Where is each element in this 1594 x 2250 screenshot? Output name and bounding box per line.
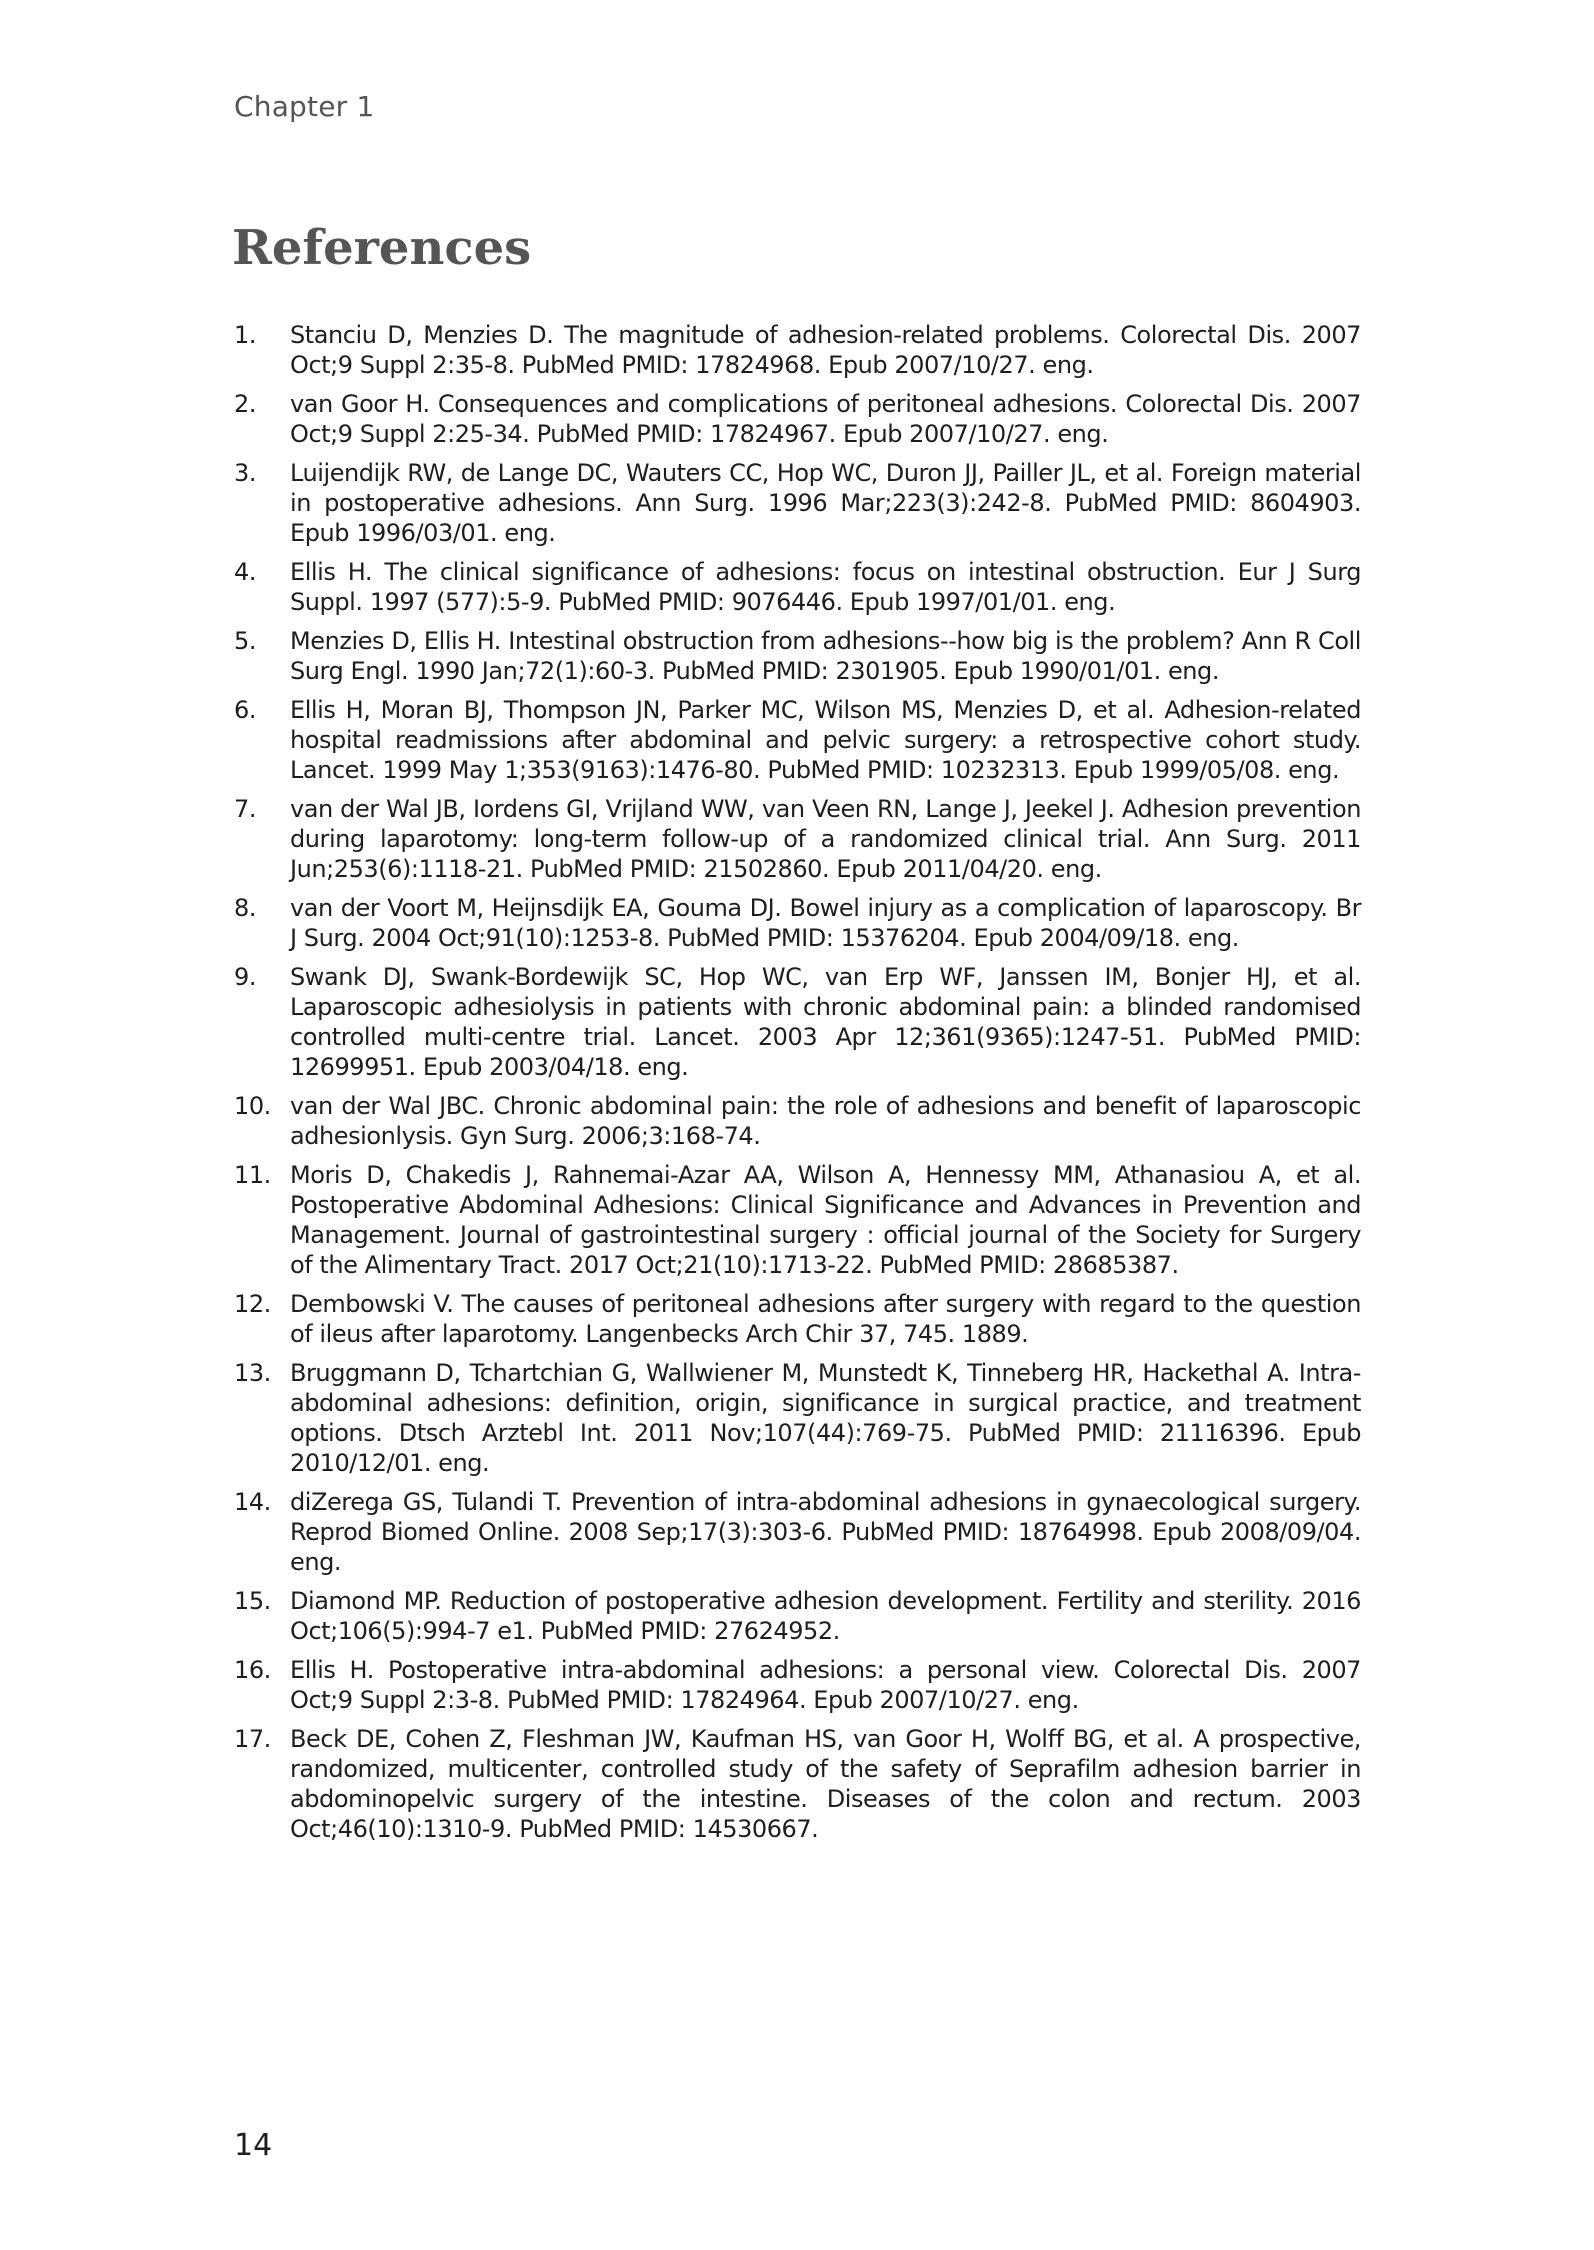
reference-number: 15. xyxy=(234,1587,271,1615)
reference-text: Moris D, Chakedis J, Rahnemai-Azar AA, Wilson A, Hennessy MM, Athanasiou A, et al. Postoperative Abdominal Adhesions: Clinical Significance and Advances in Prevention and Management. Journal of gastrointestinal surgery : official journal of the Society for Surgery of the Alimentary Tract. 2017 Oct;21(10):1713-22. PubMed PMID: 28685387. xyxy=(290,1161,1361,1279)
page-number: 14 xyxy=(234,2128,273,2163)
reference-item xyxy=(234,389,1361,449)
reference-text: van der Wal JBC. Chronic abdominal pain: the role of adhesions and benefit of laparoscopic adhesionlysis. Gyn Surg. 2006;3:168-74. xyxy=(290,1092,1361,1150)
reference-text: van Goor H. Consequences and complications of peritoneal adhesions. Colorectal Dis. 2007 Oct;9 Suppl 2:25-34. PubMed PMID: 17824967. Epub 2007/10/27. eng. xyxy=(290,390,1361,448)
section-title: References xyxy=(232,220,532,276)
reference-number: 6. xyxy=(234,696,256,724)
reference-number: 11. xyxy=(234,1161,271,1189)
reference-text: Ellis H, Moran BJ, Thompson JN, Parker MC, Wilson MS, Menzies D, et al. Adhesion-related hospital readmissions after abdominal and pelvic surgery: a retrospective cohort study. Lancet. 1999 May 1;353(9163):1476-80. PubMed PMID: 10232313. Epub 1999/05/08. eng. xyxy=(290,696,1361,784)
reference-number: 8. xyxy=(234,894,256,922)
reference-text: Dembowski V. The causes of peritoneal adhesions after surgery with regard to the question of ileus after laparotomy. Langenbecks Arch Chir 37, 745. 1889. xyxy=(290,1290,1361,1348)
reference-item xyxy=(234,893,1361,953)
reference-number: 17. xyxy=(234,1725,271,1753)
reference-number: 16. xyxy=(234,1656,271,1684)
reference-item xyxy=(234,1160,1361,1280)
reference-item xyxy=(234,1487,1361,1577)
reference-item xyxy=(234,320,1361,380)
reference-text: diZerega GS, Tulandi T. Prevention of intra-abdominal adhesions in gynaecological surgery. Reprod Biomed Online. 2008 Sep;17(3):303-6. PubMed PMID: 18764998. Epub 2008/09/04. eng. xyxy=(290,1488,1361,1576)
running-head: Chapter 1 xyxy=(234,90,375,123)
reference-item xyxy=(234,1586,1361,1646)
reference-number: 9. xyxy=(234,963,256,991)
reference-number: 13. xyxy=(234,1359,271,1387)
reference-number: 5. xyxy=(234,627,256,655)
reference-text: Ellis H. Postoperative intra-abdominal adhesions: a personal view. Colorectal Dis. 2007 Oct;9 Suppl 2:3-8. PubMed PMID: 17824964. Epub 2007/10/27. eng. xyxy=(290,1656,1361,1714)
reference-item xyxy=(234,626,1361,686)
reference-text: Bruggmann D, Tchartchian G, Wallwiener M, Munstedt K, Tinneberg HR, Hackethal A. Intra-abdominal adhesions: definition, origin, significance in surgical practice, and treatment options. Dtsch Arztebl Int. 2011 Nov;107(44):769-75. PubMed PMID: 21116396. Epub 2010/12/01. eng. xyxy=(290,1359,1361,1477)
reference-number: 12. xyxy=(234,1290,271,1318)
reference-number: 1. xyxy=(234,321,256,349)
reference-item xyxy=(234,1091,1361,1151)
reference-item xyxy=(234,557,1361,617)
reference-text: Menzies D, Ellis H. Intestinal obstruction from adhesions--how big is the problem? Ann R Coll Surg Engl. 1990 Jan;72(1):60-3. PubMed PMID: 2301905. Epub 1990/01/01. eng. xyxy=(290,627,1361,685)
reference-item xyxy=(234,794,1361,884)
reference-item xyxy=(234,1289,1361,1349)
reference-text: van der Voort M, Heijnsdijk EA, Gouma DJ. Bowel injury as a complication of laparoscopy. Br J Surg. 2004 Oct;91(10):1253-8. PubMed PMID: 15376204. Epub 2004/09/18. eng. xyxy=(290,894,1361,952)
reference-number: 3. xyxy=(234,459,256,487)
reference-text: van der Wal JB, Iordens GI, Vrijland WW, van Veen RN, Lange J, Jeekel J. Adhesion prevention during laparotomy: long-term follow-up of a randomized clinical trial. Ann Surg. 2011 Jun;253(6):1118-21. PubMed PMID: 21502860. Epub 2011/04/20. eng. xyxy=(290,795,1361,883)
reference-number: 10. xyxy=(234,1092,271,1120)
reference-list xyxy=(234,320,1361,1853)
reference-item xyxy=(234,1358,1361,1478)
reference-number: 4. xyxy=(234,558,256,586)
reference-item xyxy=(234,458,1361,548)
reference-item xyxy=(234,1724,1361,1844)
reference-text: Ellis H. The clinical significance of adhesions: focus on intestinal obstruction. Eur J Surg Suppl. 1997 (577):5-9. PubMed PMID: 9076446. Epub 1997/01/01. eng. xyxy=(290,558,1361,616)
reference-item xyxy=(234,695,1361,785)
reference-number: 14. xyxy=(234,1488,271,1516)
reference-text: Swank DJ, Swank-Bordewijk SC, Hop WC, van Erp WF, Janssen IM, Bonjer HJ, et al. Laparoscopic adhesiolysis in patients with chronic abdominal pain: a blinded randomised controlled multi-centre trial. Lancet. 2003 Apr 12;361(9365):1247-51. PubMed PMID: 12699951. Epub 2003/04/18. eng. xyxy=(290,963,1361,1081)
reference-item xyxy=(234,962,1361,1082)
reference-text: Diamond MP. Reduction of postoperative adhesion development. Fertility and sterility. 2016 Oct;106(5):994-7 e1. PubMed PMID: 27624952. xyxy=(290,1587,1361,1645)
reference-item xyxy=(234,1655,1361,1715)
reference-text: Stanciu D, Menzies D. The magnitude of adhesion-related problems. Colorectal Dis. 2007 Oct;9 Suppl 2:35-8. PubMed PMID: 17824968. Epub 2007/10/27. eng. xyxy=(290,321,1361,379)
reference-number: 2. xyxy=(234,390,256,418)
reference-text: Beck DE, Cohen Z, Fleshman JW, Kaufman HS, van Goor H, Wolff BG, et al. A prospective, randomized, multicenter, controlled study of the safety of Seprafilm adhesion barrier in abdominopelvic surgery of the intestine. Diseases of the colon and rectum. 2003 Oct;46(10):1310-9. PubMed PMID: 14530667. xyxy=(290,1725,1361,1843)
reference-number: 7. xyxy=(234,795,256,823)
reference-text: Luijendijk RW, de Lange DC, Wauters CC, Hop WC, Duron JJ, Pailler JL, et al. Foreign material in postoperative adhesions. Ann Surg. 1996 Mar;223(3):242-8. PubMed PMID: 8604903. Epub 1996/03/01. eng. xyxy=(290,459,1361,547)
